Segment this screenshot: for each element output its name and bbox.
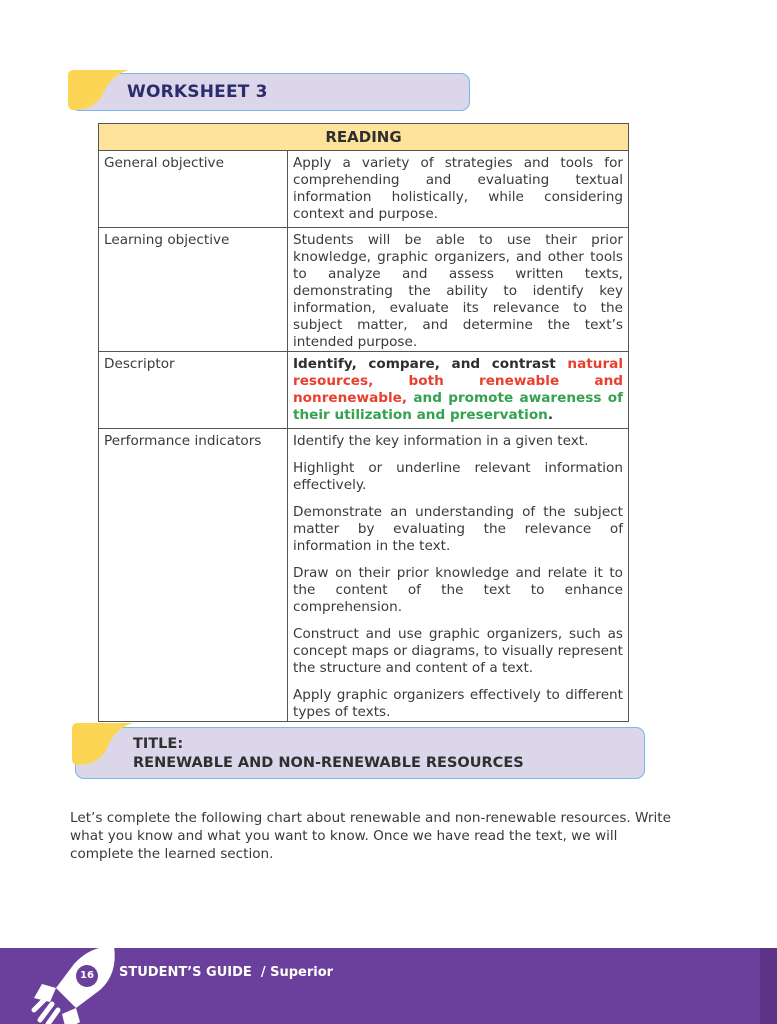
worksheet-title: WORKSHEET 3 [127, 82, 268, 102]
intro-paragraph: Let’s complete the following chart about renewable and non-renewable resources. Write what you know and what you want to know. Once we have read the text, we will complete the learned section. [70, 810, 671, 862]
table-row [99, 429, 629, 722]
table-header: READING [99, 124, 629, 151]
indicator-item: Apply graphic organizers effectively to different types of texts. [293, 687, 623, 720]
table-row [99, 352, 629, 429]
descriptor-part-verbs: Identify, compare, and contrast [293, 356, 568, 372]
title-label: TITLE: [133, 736, 184, 752]
rocket-icon [30, 944, 120, 1024]
banner-tab-icon [72, 723, 136, 765]
row-value-descriptor [288, 352, 629, 429]
lesson-title [133, 735, 524, 773]
indicator-item: Demonstrate an understanding of the subject matter by evaluating the relevance of information in the text. [293, 504, 623, 554]
descriptor-part-resources: natural resources, both renewable and nonrenewable, [293, 356, 623, 406]
banner-tab-icon [68, 70, 132, 110]
row-label-general-objective: General objective [99, 151, 288, 228]
title-text: RENEWABLE AND NON-RENEWABLE RESOURCES [133, 755, 524, 771]
row-label-performance-indicators: Performance indicators [99, 429, 288, 722]
descriptor-part-awareness: and promote awareness of their utilization and preservation [293, 390, 623, 423]
descriptor-part-period: . [547, 407, 554, 423]
reading-table [98, 123, 629, 722]
footer-label [119, 965, 333, 980]
row-value-learning-objective: Students will be able to use their prior knowledge, graphic organizers, and other tools to analyze and assess written texts, demonstrating the ability to identify key information, evaluate its relevance to the subject matter, and determine the text’s intended purpose. [288, 228, 629, 352]
row-label-descriptor: Descriptor [99, 352, 288, 429]
indicator-item: Identify the key information in a given text. [293, 433, 589, 449]
guide-level: / Superior [260, 965, 334, 980]
table-row [99, 151, 629, 228]
indicator-item: Construct and use graphic organizers, such as concept maps or diagrams, to visually represent the structure and content of a text. [293, 626, 623, 676]
row-value-performance-indicators [288, 429, 629, 722]
row-label-learning-objective: Learning objective [99, 228, 288, 352]
footer-edge [760, 948, 777, 1024]
table-row [99, 228, 629, 352]
page-number: 16 [76, 965, 98, 987]
indicator-item: Highlight or underline relevant information effectively. [293, 460, 623, 493]
guide-label: STUDENT’S GUIDE [119, 965, 252, 980]
row-value-general-objective: Apply a variety of strategies and tools for comprehending and evaluating textual information holistically, while considering context and purpose. [288, 151, 629, 228]
indicator-item: Draw on their prior knowledge and relate it to the content of the text to enhance comprehension. [293, 565, 623, 615]
